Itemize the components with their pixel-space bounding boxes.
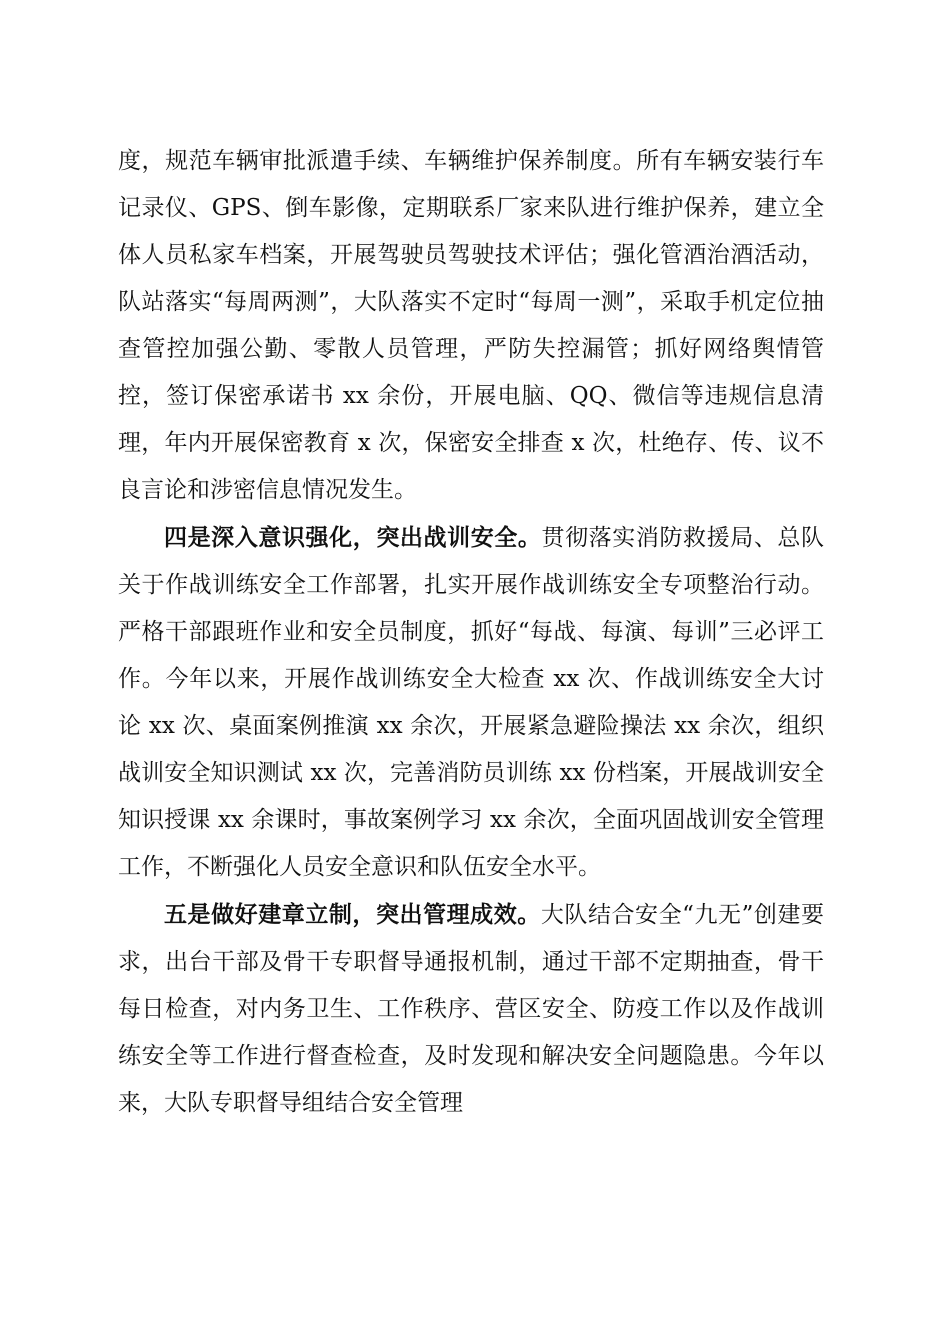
paragraph-text: 贯彻落实消防救援局、总队关于作战训练安全工作部署，扎实开展作战训练安全专项整治行动。严格干部跟班作业和安全员制度，抓好“每战、每演、每训”三必评工作。今年以来，开展作战训练安全大检查 xx 次、作战训练安全大讨论 xx 次、桌面案例推演 xx 余次，开展紧急避险操法 xx 余次，组织战训安全知识测试 xx 次，完善消防员训练 xx 份档案，开展战训安全知识授课 xx 余课时，事故案例学习 xx 余次，全面巩固战训安全管理工作，不断强化人员安全意识和队伍安全水平。 xyxy=(118,525,825,880)
paragraph-regulations xyxy=(118,891,824,1127)
paragraph-vehicle-management xyxy=(118,138,824,514)
paragraph-text: 大队结合安全“九无”创建要求，出台干部及骨干专职督导通报机制，通过干部不定期抽查，骨干每日检查，对内务卫生、工作秩序、营区安全、防疫工作以及作战训练安全等工作进行督查检查，及时发现和解决安全问题隐患。今年以来，大队专职督导组结合安全管理 xyxy=(118,902,824,1116)
paragraph-training-safety xyxy=(118,514,824,891)
body-text xyxy=(118,138,824,1127)
paragraph-text: 度，规范车辆审批派遣手续、车辆维护保养制度。所有车辆安装行车记录仪、GPS、倒车影像，定期联系厂家来队进行维护保养，建立全体人员私家车档案，开展驾驶员驾驶技术评估；强化管酒治酒活动，队站落实“每周两测”，大队落实不定时“每周一测”，采取手机定位抽查管控加强公勤、零散人员管理，严防失控漏管；抓好网络舆情管控，签订保密承诺书 xx 余份，开展电脑、QQ、微信等违规信息清理，年内开展保密教育 x 次，保密安全排查 x 次，杜绝存、传、议不良言论和涉密信息情况发生。 xyxy=(118,148,824,503)
paragraph-lead: 四是深入意识强化，突出战训安全。 xyxy=(164,524,542,551)
paragraph-lead: 五是做好建章立制，突出管理成效。 xyxy=(164,901,541,928)
